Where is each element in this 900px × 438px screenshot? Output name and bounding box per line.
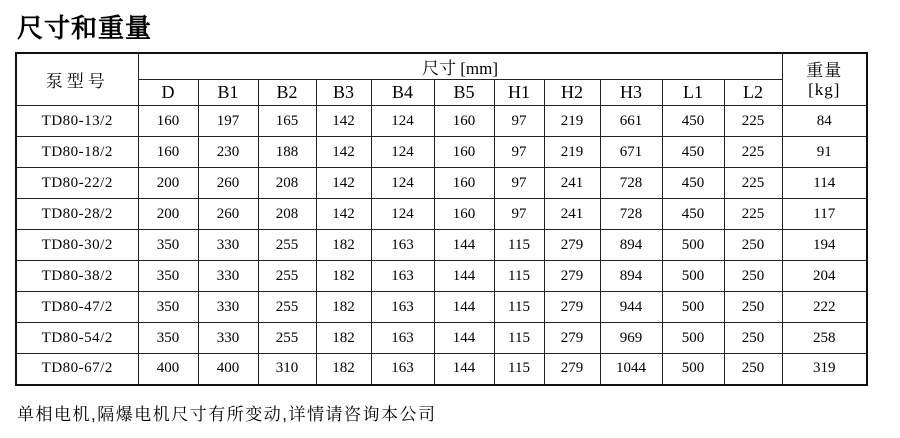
dimension-cell: 115 (494, 261, 544, 292)
table-row (16, 230, 867, 261)
column-header-l2: L2 (724, 80, 782, 106)
dimension-cell: 450 (662, 137, 724, 168)
dimension-cell: 163 (371, 261, 434, 292)
header-row-sub (16, 80, 867, 106)
dimension-cell: 124 (371, 168, 434, 199)
dimension-cell: 124 (371, 137, 434, 168)
dimension-cell: 163 (371, 323, 434, 354)
dimension-cell: 944 (600, 292, 662, 323)
table-header (16, 53, 867, 106)
column-header-weight (782, 53, 867, 106)
weight-cell: 222 (782, 292, 867, 323)
dimension-cell: 279 (544, 323, 600, 354)
dimension-cell: 124 (371, 199, 434, 230)
dimension-cell: 500 (662, 323, 724, 354)
dimension-cell: 163 (371, 354, 434, 385)
table-row (16, 137, 867, 168)
dimension-cell: 225 (724, 137, 782, 168)
column-header-b3: B3 (316, 80, 371, 106)
dimension-cell: 160 (434, 168, 494, 199)
dimension-cell: 225 (724, 199, 782, 230)
column-header-l1: L1 (662, 80, 724, 106)
column-header-b1: B1 (198, 80, 258, 106)
dimension-cell: 208 (258, 199, 316, 230)
dimension-cell: 255 (258, 261, 316, 292)
dimension-cell: 124 (371, 106, 434, 137)
weight-header-label: 重量 (806, 60, 843, 80)
weight-cell: 194 (782, 230, 867, 261)
weight-cell: 117 (782, 199, 867, 230)
dimension-cell: 450 (662, 168, 724, 199)
dimension-cell: 400 (138, 354, 198, 385)
model-cell: TD80-47/2 (16, 292, 138, 323)
dimension-cell: 182 (316, 323, 371, 354)
dimension-cell: 142 (316, 168, 371, 199)
dimension-cell: 200 (138, 168, 198, 199)
dimension-cell: 500 (662, 292, 724, 323)
column-header-dimensions: 尺寸 [mm] (138, 53, 782, 80)
page-title: 尺寸和重量 (17, 13, 153, 43)
dimension-cell: 97 (494, 106, 544, 137)
dimension-cell: 160 (138, 137, 198, 168)
dimension-cell: 115 (494, 230, 544, 261)
dimension-cell: 225 (724, 168, 782, 199)
dimension-cell: 330 (198, 323, 258, 354)
dimension-cell: 115 (494, 292, 544, 323)
table-row (16, 354, 867, 385)
dimension-cell: 97 (494, 168, 544, 199)
dimension-cell: 115 (494, 354, 544, 385)
dimension-cell: 97 (494, 199, 544, 230)
dimension-cell: 400 (198, 354, 258, 385)
weight-cell: 114 (782, 168, 867, 199)
dimension-cell: 144 (434, 261, 494, 292)
dimension-cell: 97 (494, 137, 544, 168)
page (0, 13, 900, 438)
dimension-cell: 255 (258, 230, 316, 261)
model-cell: TD80-28/2 (16, 199, 138, 230)
column-header-model: 泵型号 (16, 53, 138, 106)
model-cell: TD80-38/2 (16, 261, 138, 292)
dimension-cell: 260 (198, 199, 258, 230)
weight-cell: 84 (782, 106, 867, 137)
dimension-cell: 182 (316, 354, 371, 385)
dimension-cell: 165 (258, 106, 316, 137)
dimension-cell: 241 (544, 168, 600, 199)
dimension-cell: 279 (544, 230, 600, 261)
footnote: 单相电机,隔爆电机尺寸有所变动,详情请咨询本公司 (17, 404, 437, 424)
dimension-cell: 182 (316, 230, 371, 261)
dimension-cell: 310 (258, 354, 316, 385)
dimension-cell: 279 (544, 354, 600, 385)
dimension-cell: 250 (724, 230, 782, 261)
dimension-cell: 160 (434, 137, 494, 168)
dimension-cell: 250 (724, 261, 782, 292)
dimension-cell: 350 (138, 323, 198, 354)
dimension-cell: 250 (724, 292, 782, 323)
dimension-cell: 1044 (600, 354, 662, 385)
dimension-cell: 142 (316, 106, 371, 137)
model-cell: TD80-30/2 (16, 230, 138, 261)
weight-cell: 319 (782, 354, 867, 385)
table-row (16, 292, 867, 323)
column-header-b2: B2 (258, 80, 316, 106)
dimension-cell: 163 (371, 230, 434, 261)
dimension-cell: 144 (434, 230, 494, 261)
header-row-top (16, 53, 867, 80)
dimension-cell: 219 (544, 106, 600, 137)
dimension-cell: 969 (600, 323, 662, 354)
column-header-h2: H2 (544, 80, 600, 106)
dimension-cell: 350 (138, 292, 198, 323)
dimension-cell: 182 (316, 261, 371, 292)
column-header-d: D (138, 80, 198, 106)
model-cell: TD80-22/2 (16, 168, 138, 199)
column-header-b4: B4 (371, 80, 434, 106)
model-cell: TD80-13/2 (16, 106, 138, 137)
dimension-cell: 255 (258, 323, 316, 354)
weight-header-unit: [kg] (808, 79, 841, 99)
dimension-cell: 350 (138, 230, 198, 261)
model-cell: TD80-54/2 (16, 323, 138, 354)
dimension-cell: 450 (662, 199, 724, 230)
dimension-cell: 160 (138, 106, 198, 137)
dimension-cell: 142 (316, 199, 371, 230)
dimension-cell: 250 (724, 323, 782, 354)
weight-cell: 91 (782, 137, 867, 168)
column-header-b5: B5 (434, 80, 494, 106)
dimension-cell: 208 (258, 168, 316, 199)
weight-cell: 204 (782, 261, 867, 292)
dimension-cell: 255 (258, 292, 316, 323)
dimension-cell: 330 (198, 292, 258, 323)
dimensions-weight-table (15, 52, 868, 386)
model-cell: TD80-67/2 (16, 354, 138, 385)
dimension-cell: 160 (434, 106, 494, 137)
table-body (16, 106, 867, 385)
dimension-cell: 182 (316, 292, 371, 323)
dimension-cell: 225 (724, 106, 782, 137)
table-row (16, 261, 867, 292)
dimension-cell: 241 (544, 199, 600, 230)
dimension-cell: 350 (138, 261, 198, 292)
dimension-cell: 661 (600, 106, 662, 137)
dimension-cell: 230 (198, 137, 258, 168)
dimension-cell: 219 (544, 137, 600, 168)
dimension-cell: 728 (600, 199, 662, 230)
dimension-cell: 671 (600, 137, 662, 168)
table-row (16, 323, 867, 354)
dimension-cell: 279 (544, 292, 600, 323)
dimension-cell: 260 (198, 168, 258, 199)
dimension-cell: 500 (662, 230, 724, 261)
column-header-h1: H1 (494, 80, 544, 106)
dimension-cell: 500 (662, 354, 724, 385)
dimension-cell: 115 (494, 323, 544, 354)
dimension-cell: 144 (434, 323, 494, 354)
dimension-cell: 330 (198, 261, 258, 292)
column-header-h3: H3 (600, 80, 662, 106)
dimension-cell: 728 (600, 168, 662, 199)
model-cell: TD80-18/2 (16, 137, 138, 168)
dimension-cell: 330 (198, 230, 258, 261)
dimension-cell: 188 (258, 137, 316, 168)
weight-cell: 258 (782, 323, 867, 354)
dimension-cell: 200 (138, 199, 198, 230)
table-row (16, 168, 867, 199)
dimension-cell: 894 (600, 230, 662, 261)
dimension-cell: 500 (662, 261, 724, 292)
dimension-cell: 197 (198, 106, 258, 137)
dimension-cell: 144 (434, 354, 494, 385)
table-row (16, 199, 867, 230)
dimension-cell: 279 (544, 261, 600, 292)
dimension-cell: 144 (434, 292, 494, 323)
dimension-cell: 250 (724, 354, 782, 385)
dimension-cell: 163 (371, 292, 434, 323)
dimension-cell: 894 (600, 261, 662, 292)
table-row (16, 106, 867, 137)
dimension-cell: 450 (662, 106, 724, 137)
dimension-cell: 142 (316, 137, 371, 168)
dimension-cell: 160 (434, 199, 494, 230)
